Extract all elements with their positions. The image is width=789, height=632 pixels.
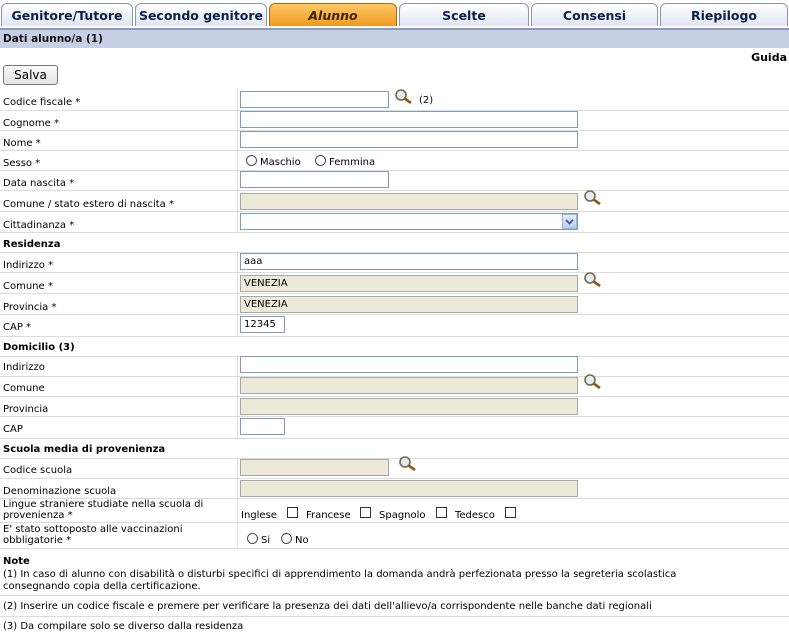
vaccinazioni-no-radio[interactable] (281, 533, 292, 544)
cittadinanza-label: Cittadinanza * (3, 220, 75, 231)
tab-consensi[interactable]: Consensi (531, 3, 658, 26)
domicilio-cap-label: CAP (3, 424, 23, 435)
scuola-heading: Scuola media di provenienza (3, 444, 166, 455)
tab-riepilogo[interactable]: Riepilogo (660, 3, 788, 26)
note-1-line-1: (1) In caso di alunno con disabilità o disturbi specifici di apprendimento la domanda andrà perfezionata presso la segreteria scolastica (3, 569, 677, 580)
domicilio-cap-input[interactable] (240, 418, 285, 435)
tab-secondo-genitore[interactable]: Secondo genitore (135, 3, 267, 26)
sesso-maschio-radio[interactable] (246, 155, 257, 166)
vaccinazioni-no-label: No (295, 535, 309, 546)
note-2: (2) Inserire un codice fiscale e premere per verificare la presenza dei dati dell'allievo/a corrispondente nelle banche dati regionali (3, 601, 652, 612)
chevron-down-icon[interactable] (562, 214, 577, 229)
nome-input[interactable] (240, 131, 578, 148)
residenza-heading: Residenza (3, 239, 61, 250)
column-divider (237, 458, 238, 548)
lingua-tedesco-label: Tedesco (455, 510, 495, 521)
codice-fiscale-input[interactable] (240, 91, 389, 108)
search-icon[interactable] (582, 189, 602, 205)
cognome-input[interactable] (240, 111, 578, 128)
vaccinazioni-label-1: E' stato sottoposto alle vaccinazioni (3, 524, 183, 535)
cittadinanza-select[interactable] (240, 213, 578, 230)
section-title: Dati alunno/a (1) (3, 33, 103, 45)
data-nascita-label: Data nascita * (3, 178, 75, 189)
lingua-francese-label: Francese (306, 510, 351, 521)
comune-nascita-input[interactable] (240, 193, 578, 210)
search-icon[interactable] (582, 373, 602, 389)
domicilio-provincia-label: Provincia (3, 404, 49, 415)
domicilio-comune-label: Comune (3, 383, 45, 394)
domicilio-comune-input[interactable] (240, 377, 578, 394)
lingua-spagnolo-label: Spagnolo (379, 510, 426, 521)
residenza-indirizzo-input[interactable] (240, 253, 578, 270)
data-nascita-input[interactable] (240, 171, 389, 188)
section-title-bar (0, 28, 789, 48)
domicilio-heading: Domicilio (3) (3, 342, 75, 353)
lingua-spagnolo-checkbox[interactable] (436, 507, 447, 518)
guida-link[interactable]: Guida (751, 51, 787, 64)
domicilio-indirizzo-label: Indirizzo (3, 362, 45, 373)
vaccinazioni-si-radio[interactable] (247, 533, 258, 544)
tab-scelte[interactable]: Scelte (399, 3, 529, 26)
lingue-label-1: Lingue straniere studiate nella scuola di (3, 499, 204, 510)
domicilio-indirizzo-input[interactable] (240, 356, 578, 373)
residenza-cap-input[interactable] (240, 316, 285, 333)
column-divider (237, 356, 238, 438)
domicilio-provincia-input[interactable] (240, 398, 578, 415)
lingua-tedesco-checkbox[interactable] (505, 507, 516, 518)
residenza-provincia-label: Provincia * (3, 302, 57, 313)
sesso-femmina-label: Femmina (329, 157, 376, 168)
residenza-comune-input[interactable] (240, 275, 578, 292)
search-icon[interactable] (582, 271, 602, 287)
notes-heading: Note (3, 556, 30, 567)
tab-bar (0, 0, 789, 28)
column-divider (237, 252, 238, 336)
codice-fiscale-label: Codice fiscale * (3, 97, 81, 108)
vaccinazioni-label-2: obbligatorie * (3, 535, 72, 546)
lingua-francese-checkbox[interactable] (360, 507, 371, 518)
tab-genitore-tutore[interactable]: Genitore/Tutore (1, 3, 133, 26)
codice-scuola-label: Codice scuola (3, 465, 73, 476)
note-3: (3) Da compilare solo se diverso dalla residenza (3, 621, 244, 632)
codice-fiscale-hint: (2) (419, 95, 434, 106)
codice-scuola-input[interactable] (240, 459, 389, 476)
save-button[interactable]: Salva (3, 65, 58, 85)
residenza-provincia-input[interactable] (240, 296, 578, 313)
sesso-maschio-label: Maschio (260, 157, 301, 168)
lingua-inglese-label: Inglese (241, 510, 277, 521)
sesso-femmina-radio[interactable] (315, 155, 326, 166)
sesso-label: Sesso * (3, 158, 41, 169)
denominazione-scuola-input[interactable] (240, 480, 578, 497)
lingua-inglese-checkbox[interactable] (287, 507, 298, 518)
denominazione-scuola-label: Denominazione scuola (3, 486, 117, 497)
residenza-comune-label: Comune * (3, 281, 53, 292)
note-1-line-2: consegnando copia della certificazione. (3, 581, 201, 592)
comune-nascita-label: Comune / stato estero di nascita * (3, 199, 174, 210)
residenza-indirizzo-label: Indirizzo * (3, 260, 54, 271)
search-icon[interactable] (393, 88, 413, 104)
cognome-label: Cognome * (3, 118, 59, 129)
search-icon[interactable] (397, 455, 417, 471)
vaccinazioni-si-label: Si (261, 535, 271, 546)
tab-alunno[interactable]: Alunno (269, 3, 397, 26)
lingue-label-2: provenienza * (3, 510, 73, 521)
residenza-cap-label: CAP * (3, 322, 32, 333)
nome-label: Nome * (3, 138, 41, 149)
